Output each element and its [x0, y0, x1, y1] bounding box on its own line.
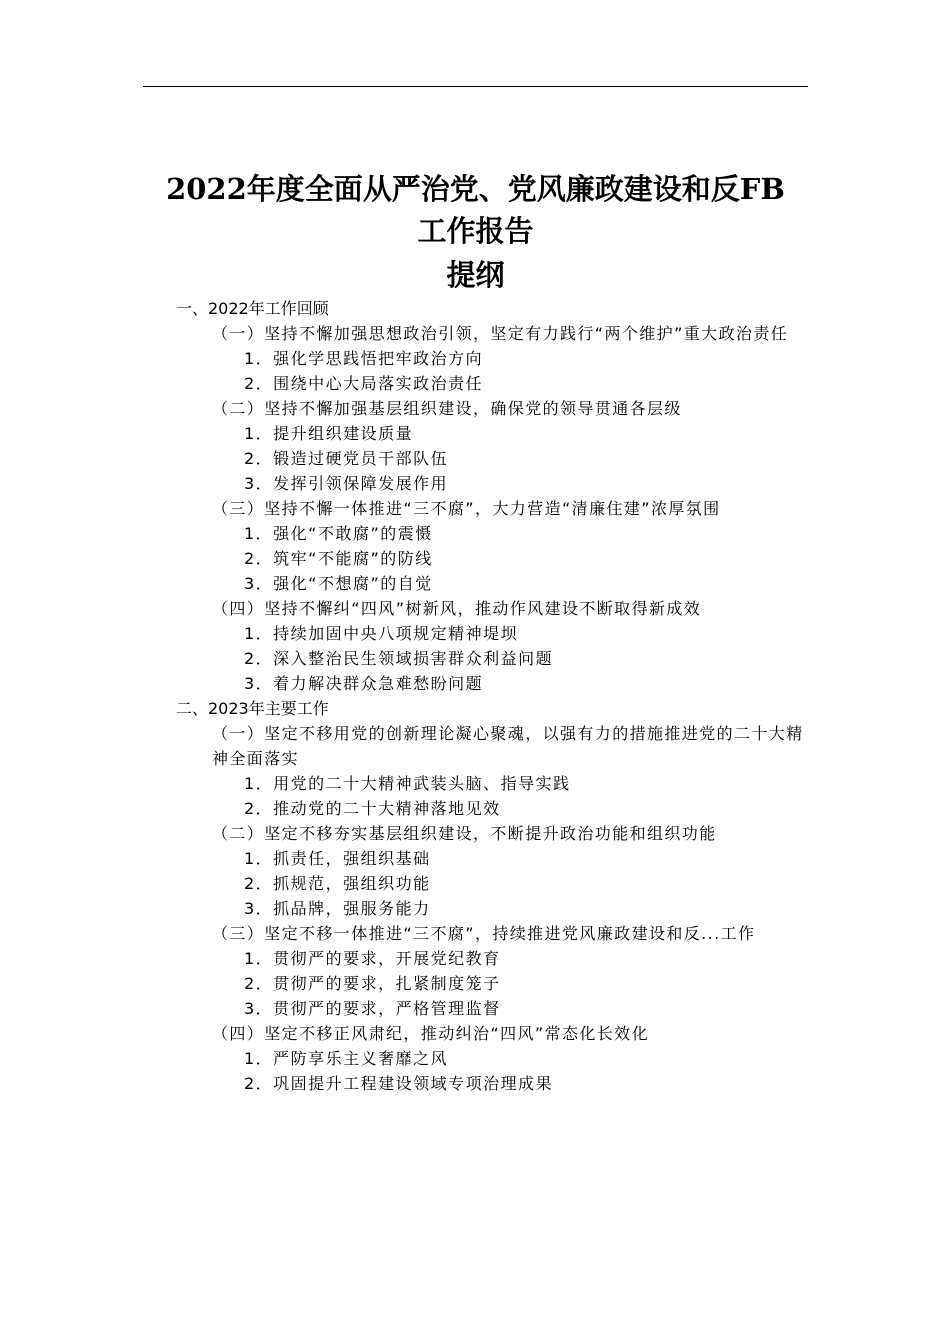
- subsection-heading: （四）坚定不移正风肃纪，推动纠治“四风”常态化长效化: [212, 1024, 649, 1043]
- section-heading: 一、2022年工作回顾: [176, 299, 329, 318]
- subsection-heading: （二）坚持不懈加强基层组织建设，确保党的领导贯通各层级: [212, 399, 682, 418]
- list-item: 2．锻造过硬党员干部队伍: [244, 449, 449, 468]
- subsection-heading: （三）坚定不移一体推进“三不腐”，持续推进党风廉政建设和反...工作: [212, 924, 756, 943]
- section-heading: 二、2023年主要工作: [176, 699, 329, 718]
- header-rule: [143, 86, 808, 87]
- list-item: 2．巩固提升工程建设领域专项治理成果: [244, 1074, 554, 1093]
- list-item: 2．抓规范，强组织功能: [244, 874, 431, 893]
- list-item: 1．抓责任，强组织基础: [244, 849, 431, 868]
- document-title-line-1: 2022年度全面从严治党、党风廉政建设和反FB: [166, 172, 785, 206]
- subsection-heading: （四）坚持不懈纠“四风”树新风，推动作风建设不断取得新成效: [212, 599, 702, 618]
- list-item: 3．着力解决群众急难愁盼问题: [244, 674, 484, 693]
- list-item: 2．贯彻严的要求，扎紧制度笼子: [244, 974, 501, 993]
- document-title-line-3: 提纲: [446, 258, 505, 292]
- subsection-heading: （二）坚定不移夯实基层组织建设，不断提升政治功能和组织功能: [212, 824, 717, 843]
- subsection-heading: （一）坚持不懈加强思想政治引领，坚定有力践行“两个维护”重大政治责任: [212, 324, 789, 343]
- list-item: 3．贯彻严的要求，严格管理监督: [244, 999, 501, 1018]
- list-item: 3．抓品牌，强服务能力: [244, 899, 431, 918]
- list-item: 2．围绕中心大局落实政治责任: [244, 374, 484, 393]
- outline-body: [176, 296, 816, 1096]
- list-item: 1．提升组织建设质量: [244, 424, 414, 443]
- subsection-heading: （一）坚定不移用党的创新理论凝心聚魂，以强有力的措施推进党的二十大精神全面落实: [212, 724, 804, 768]
- list-item: 2．筑牢“不能腐”的防线: [244, 549, 433, 568]
- list-item: 2．推动党的二十大精神落地见效: [244, 799, 501, 818]
- list-item: 3．发挥引领保障发展作用: [244, 474, 449, 493]
- document-title-line-2: 工作报告: [417, 214, 534, 248]
- list-item: 1．强化“不敢腐”的震慑: [244, 524, 433, 543]
- list-item: 1．贯彻严的要求，开展党纪教育: [244, 949, 501, 968]
- list-item: 1．强化学思践悟把牢政治方向: [244, 349, 484, 368]
- list-item: 1．严防享乐主义奢靡之风: [244, 1049, 449, 1068]
- list-item: 1．用党的二十大精神武装头脑、指导实践: [244, 774, 571, 793]
- list-item: 1．持续加固中央八项规定精神堤坝: [244, 624, 519, 643]
- subsection-heading: （三）坚持不懈一体推进“三不腐”，大力营造“清廉住建”浓厚氛围: [212, 499, 721, 518]
- list-item: 3．强化“不想腐”的自觉: [244, 574, 433, 593]
- list-item: 2．深入整治民生领域损害群众利益问题: [244, 649, 554, 668]
